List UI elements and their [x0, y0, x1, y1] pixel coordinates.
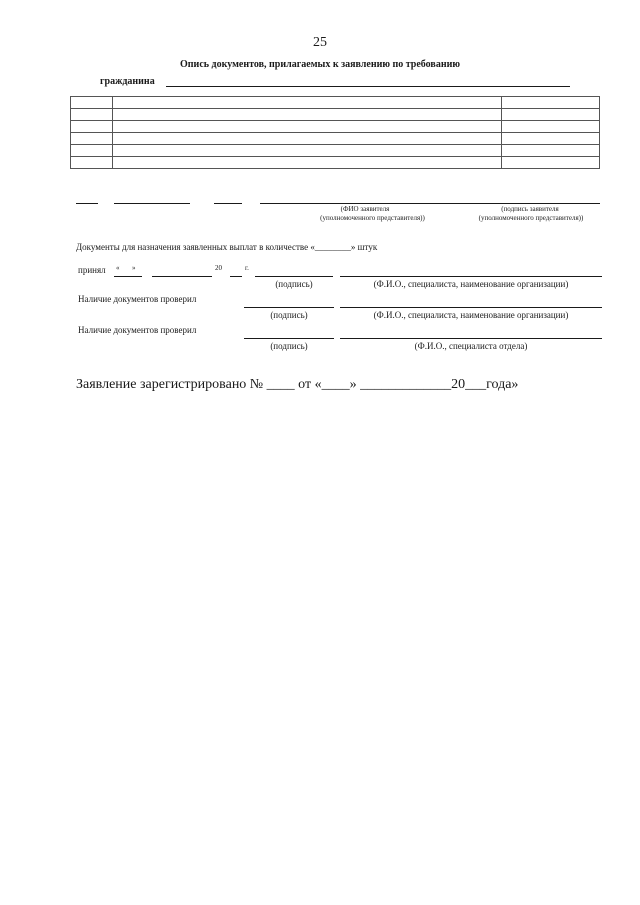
documents-count-text: Документы для назначения заявленных выплат в количестве «________» штук	[76, 242, 378, 252]
accepted-quote-close: »	[132, 264, 136, 272]
table-cell-number[interactable]	[71, 157, 113, 169]
check1-name-line[interactable]	[340, 307, 602, 308]
applicant-sign-caption-2: (уполномоченного представителя))	[478, 214, 584, 222]
applicant-fio-caption-2: (уполномоченного представителя))	[320, 214, 425, 222]
date-day-line[interactable]	[76, 203, 98, 204]
table-cell-document[interactable]	[113, 157, 502, 169]
accepted-signature-line[interactable]	[255, 276, 333, 277]
accepted-name-line[interactable]	[340, 276, 602, 277]
citizen-label: гражданина	[100, 76, 155, 87]
table-cell-count[interactable]	[502, 121, 600, 133]
accepted-day-line[interactable]	[114, 276, 142, 277]
check1-signature-caption: (подпись)	[270, 310, 308, 320]
table-cell-number[interactable]	[71, 145, 113, 157]
table-row	[71, 97, 600, 109]
check2-signature-caption: (подпись)	[270, 341, 308, 351]
accepted-label: принял	[78, 265, 106, 275]
applicant-sign-caption-1: (подпись заявителя	[501, 205, 559, 213]
check2-name-caption: (Ф.И.О., специалиста отдела)	[414, 341, 528, 351]
table-cell-number[interactable]	[71, 121, 113, 133]
accepted-month-line[interactable]	[152, 276, 212, 277]
check2-name-line[interactable]	[340, 338, 602, 339]
table-row	[71, 145, 600, 157]
check1-name-caption: (Ф.И.О., специалиста, наименование организации)	[373, 310, 569, 320]
check2-signature-line[interactable]	[244, 338, 334, 339]
table-row	[71, 109, 600, 121]
table-cell-count[interactable]	[502, 97, 600, 109]
accepted-year-suffix: г.	[245, 264, 249, 272]
table-cell-number[interactable]	[71, 109, 113, 121]
accepted-quote-open: «	[116, 264, 120, 272]
accepted-name-caption: (Ф.И.О., специалиста, наименование организации)	[373, 279, 569, 289]
table-cell-count[interactable]	[502, 109, 600, 121]
table-cell-document[interactable]	[113, 133, 502, 145]
check2-label: Наличие документов проверил	[78, 325, 197, 335]
date-year-line[interactable]	[214, 203, 242, 204]
table-row	[71, 133, 600, 145]
document-title: Опись документов, прилагаемых к заявлению по требованию	[180, 59, 460, 70]
documents-table	[70, 96, 600, 169]
table-cell-number[interactable]	[71, 133, 113, 145]
accepted-year-line[interactable]	[230, 276, 242, 277]
accepted-year-prefix: 20	[215, 264, 222, 272]
table-cell-count[interactable]	[502, 133, 600, 145]
table-row	[71, 121, 600, 133]
check1-signature-line[interactable]	[244, 307, 334, 308]
table-cell-document[interactable]	[113, 97, 502, 109]
registered-text: Заявление зарегистрировано № ____ от «____» _____________20___года»	[76, 377, 519, 392]
table-cell-count[interactable]	[502, 145, 600, 157]
applicant-fio-caption-1: (ФИО заявителя	[340, 205, 390, 213]
table-cell-number[interactable]	[71, 97, 113, 109]
citizen-name-line[interactable]	[166, 86, 570, 87]
table-cell-count[interactable]	[502, 157, 600, 169]
applicant-signature-line[interactable]	[260, 203, 600, 204]
accepted-signature-caption: (подпись)	[275, 279, 313, 289]
table-cell-document[interactable]	[113, 121, 502, 133]
table-cell-document[interactable]	[113, 145, 502, 157]
check1-label: Наличие документов проверил	[78, 294, 197, 304]
table-row	[71, 157, 600, 169]
table-cell-document[interactable]	[113, 109, 502, 121]
date-month-line[interactable]	[114, 203, 190, 204]
page-number: 25	[313, 35, 327, 50]
